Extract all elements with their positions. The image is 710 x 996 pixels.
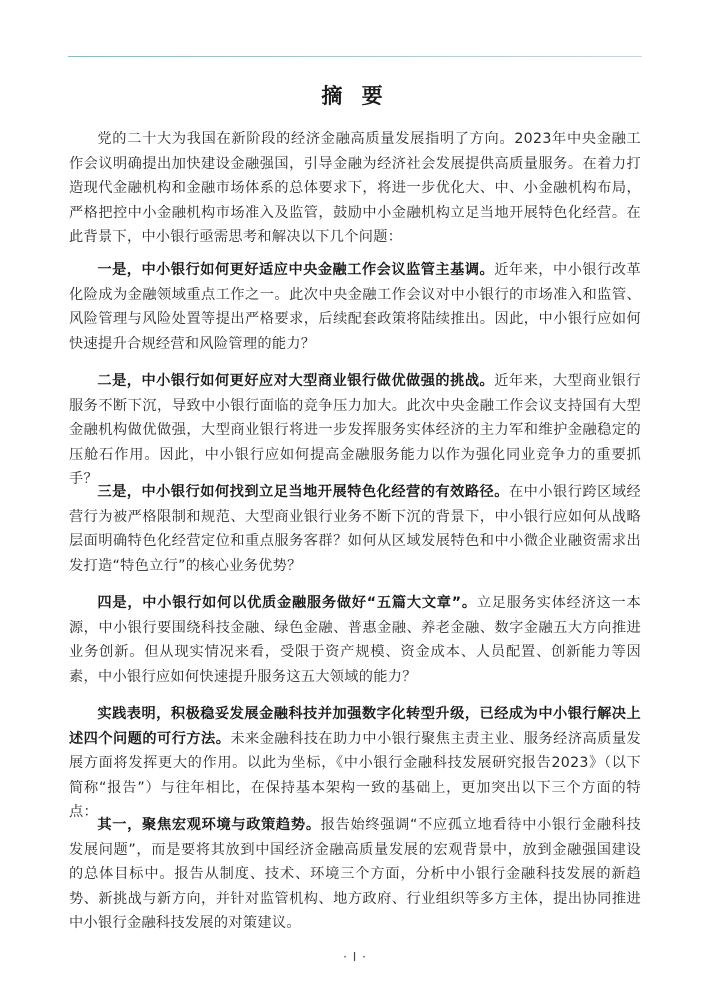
paragraph-issue-4	[69, 591, 641, 702]
paragraph-text: 立足服务实体经济这一本源，中小银行要围绕科技金融、绿色金融、普惠金融、养老金融、数字金融五大方向推进业务创新。但从现实情况来看，受限于资产规模、资金成本、人员配置、创新能力等因素，中小银行应如何快速提升服务这五大领域的能力？	[69, 595, 641, 685]
page-title: 摘 要	[321, 84, 389, 108]
paragraph-text: 近年来，大型商业银行服务不断下沉，导致中小银行面临的竞争压力加大。此次中央金融工作会议支持国有大型金融机构做优做强，大型商业银行将进一步发挥服务实体经济的主力军和维护金融稳定的压舱石作用。因此，中小银行应如何提高金融服务能力以作为强化同业竞争力的重要抓手？	[69, 373, 641, 487]
paragraph-issue-3	[69, 480, 641, 591]
paragraph-intro	[69, 127, 641, 258]
paragraph-text: 在中小银行跨区域经营行为被严格限制和规范、大型商业银行业务不断下沉的背景下，中小银行应如何从战略层面明确特色化经营定位和重点服务客群？如何从区域发展特色和中小微企业融资需求出发打造“特色立行”的核心业务优势？	[69, 484, 642, 574]
paragraph-lead: 四是，中小银行如何以优质金融服务做好“五篇大文章”。	[97, 595, 477, 611]
paragraph-text: 近年来，中小银行改革化险成为金融领域重点工作之一。此次中央金融工作会议对中小银行的市场准入和监管、风险管理与风险处置等提出严格要求，后续配套政策将陆续推出。因此，中小银行应如何快速提升合规经营和风险管理的能力？	[69, 262, 641, 352]
paragraph-text: 报告始终强调“不应孤立地看待中小银行金融科技发展问题”，而是要将其放到中国经济金融高质量发展的宏观背景中，放到金融强国建设的总体目标中。报告从制度、技术、环境三个方面，分析中小银行金融科技发展的新趋势、新挑战与新方向，并针对监管机构、地方政府、行业组织等多方主体，提出协同推进中小银行金融科技发展的对策建议。	[69, 817, 641, 931]
paragraph-conclusion	[69, 702, 641, 820]
header-rule	[68, 56, 642, 57]
paragraph-issue-1	[69, 258, 641, 369]
paragraph-feature-1	[69, 813, 641, 931]
paragraph-issue-2	[69, 369, 641, 487]
paragraph-lead: 其一，聚焦宏观环境与政策趋势。	[97, 817, 321, 833]
abstract-body	[69, 127, 642, 931]
paragraph-text: 党的二十大为我国在新阶段的经济金融高质量发展指明了方向。2023年中央金融工作会议明确提出加快建设金融强国，引导金融为经济社会发展提供高质量服务。在着力打造现代金融机构和金融市场体系的总体要求下，将进一步优化大、中、小金融机构布局，严格把控中小金融机构市场准入及监管，鼓励中小金融机构立足当地开展特色化经营。在此背景下，中小银行亟需思考和解决以下几个问题：	[69, 131, 641, 245]
paragraph-lead: 实践表明，积极稳妥发展金融科技并加强数字化转型升级，已经成为中小银行解决上述四个问题的可行方法。	[69, 706, 641, 747]
paragraph-text: 未来金融科技在助力中小银行聚焦主责主业、服务经济高质量发展方面将发挥更大的作用。以此为坐标，《中小银行金融科技发展研究报告2023》（以下简称“报告”）与往年相比，在保持基本架构一致的基础上，更加突出以下三个方面的特点：	[69, 730, 641, 820]
paragraph-lead: 二是，中小银行如何更好应对大型商业银行做优做强的挑战。	[97, 373, 495, 389]
page-number: · I ·	[343, 950, 367, 964]
paragraph-lead: 一是，中小银行如何更好适应中央金融工作会议监管主基调。	[97, 262, 495, 278]
paragraph-lead: 三是，中小银行如何找到立足当地开展特色化经营的有效路径。	[97, 484, 509, 500]
